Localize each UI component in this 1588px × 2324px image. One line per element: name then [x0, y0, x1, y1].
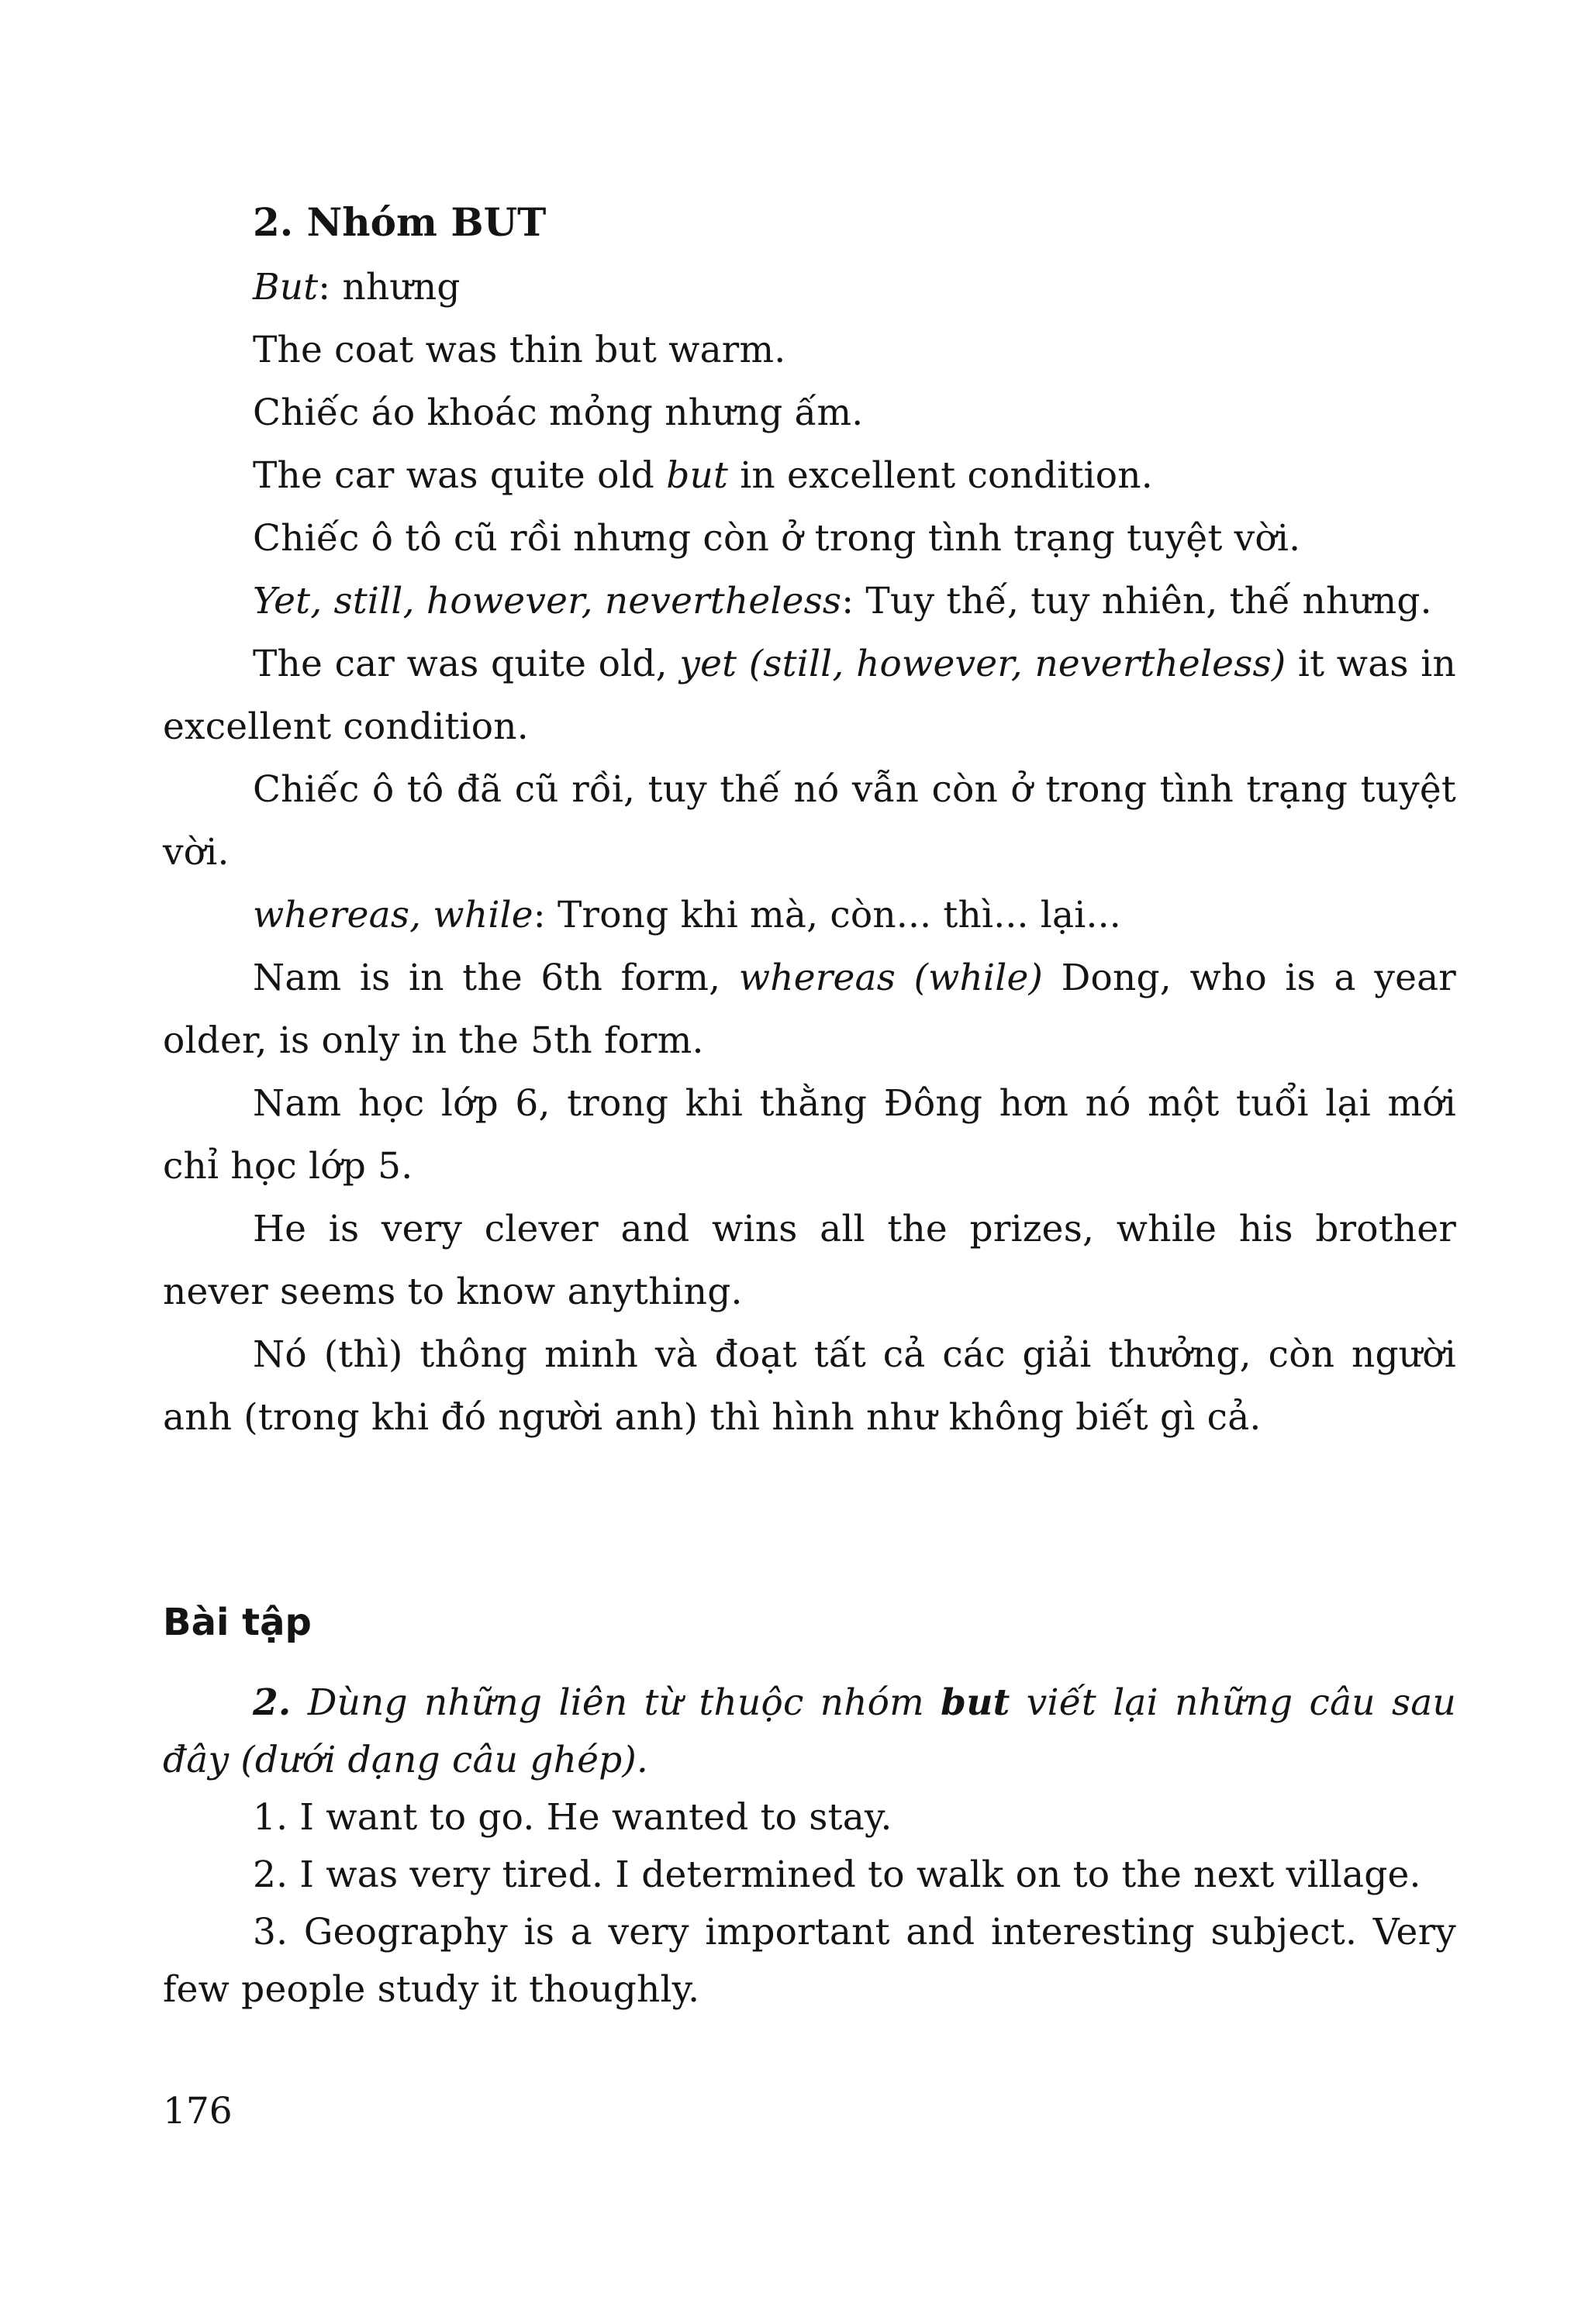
- def-whereas: : Trong khi mà, còn... thì... lại...: [533, 894, 1121, 936]
- example-1-en: The coat was thin but warm.: [253, 329, 786, 371]
- exercise-item-3: 3. Geography is a very important and interesting subject. Very few people study it thoughly.: [163, 1911, 1456, 2011]
- term-whereas: whereas, while: [253, 894, 533, 936]
- exercise-title: Bài tập: [163, 1601, 312, 1644]
- example-4-en: [163, 946, 1456, 1072]
- example-2-en-part-a: The car was quite old: [253, 454, 667, 497]
- term-but: But: [253, 266, 319, 309]
- example-5-en: He is very clever and wins all the prizes, while his brother never seems to know anything.: [163, 1208, 1456, 1313]
- exercise-instruction: [163, 1674, 1456, 1789]
- example-2-en-part-c: in excellent condition.: [728, 454, 1153, 497]
- example-3-vi: Chiếc ô tô đã cũ rồi, tuy thế nó vẫn còn ở trong tình trạng tuyệt vời.: [163, 768, 1456, 874]
- instruction-part-a: Dùng những liên từ thuộc nhóm: [291, 1681, 941, 1724]
- whereas-definition: [163, 884, 1456, 946]
- example-4-en-part-c: Dong, who is a year older, is only in the 5th form.: [163, 957, 1456, 1062]
- example-1-vi: Chiếc áo khoác mỏng nhưng ấm.: [253, 391, 864, 434]
- page-number: 176: [163, 2090, 233, 2133]
- instruction-keyword: but: [941, 1681, 1010, 1724]
- example-3-en-part-c: it was in excellent condition.: [163, 643, 1456, 748]
- example-2-vi: Chiếc ô tô cũ rồi nhưng còn ở trong tình trạng tuyệt vời.: [253, 517, 1301, 560]
- example-2-en: [163, 444, 1456, 507]
- exercise-body: [163, 1674, 1456, 2019]
- section-body: [163, 256, 1456, 1449]
- book-page: [163, 0, 1456, 2324]
- example-3-en-keyword: yet (still, however, nevertheless): [679, 643, 1286, 685]
- example-4-vi: Nam học lớp 6, trong khi thằng Đông hơn nó một tuổi lại mới chỉ học lớp 5.: [163, 1082, 1456, 1188]
- instruction-part-c: viết lại những câu sau đây (dưới dạng câu ghép).: [163, 1681, 1456, 1781]
- section-heading: 2. Nhóm BUT: [253, 199, 547, 245]
- example-3-en-part-a: The car was quite old,: [253, 643, 680, 685]
- term-yet: Yet, still, however, nevertheless: [253, 580, 842, 622]
- example-4-en-part-a: Nam is in the 6th form,: [253, 957, 739, 999]
- def-yet: : Tuy thế, tuy nhiên, thế nhưng.: [841, 580, 1432, 622]
- example-5-vi: Nó (thì) thông minh và đoạt tất cả các giải thưởng, còn người anh (trong khi đó người anh) thì hình như không biết gì cả.: [163, 1333, 1456, 1439]
- def-but: : nhưng: [318, 266, 461, 309]
- exercise-number: 2.: [253, 1681, 292, 1724]
- exercise-item-1: 1. I want to go. He wanted to stay.: [253, 1796, 892, 1839]
- yet-definition: [163, 570, 1456, 633]
- example-4-en-keyword: whereas (while): [738, 957, 1044, 999]
- example-3-en: [163, 633, 1456, 758]
- but-definition: [163, 256, 1456, 319]
- exercise-item-2: 2. I was very tired. I determined to walk on to the next village.: [253, 1853, 1421, 1896]
- example-2-en-keyword: but: [666, 454, 729, 497]
